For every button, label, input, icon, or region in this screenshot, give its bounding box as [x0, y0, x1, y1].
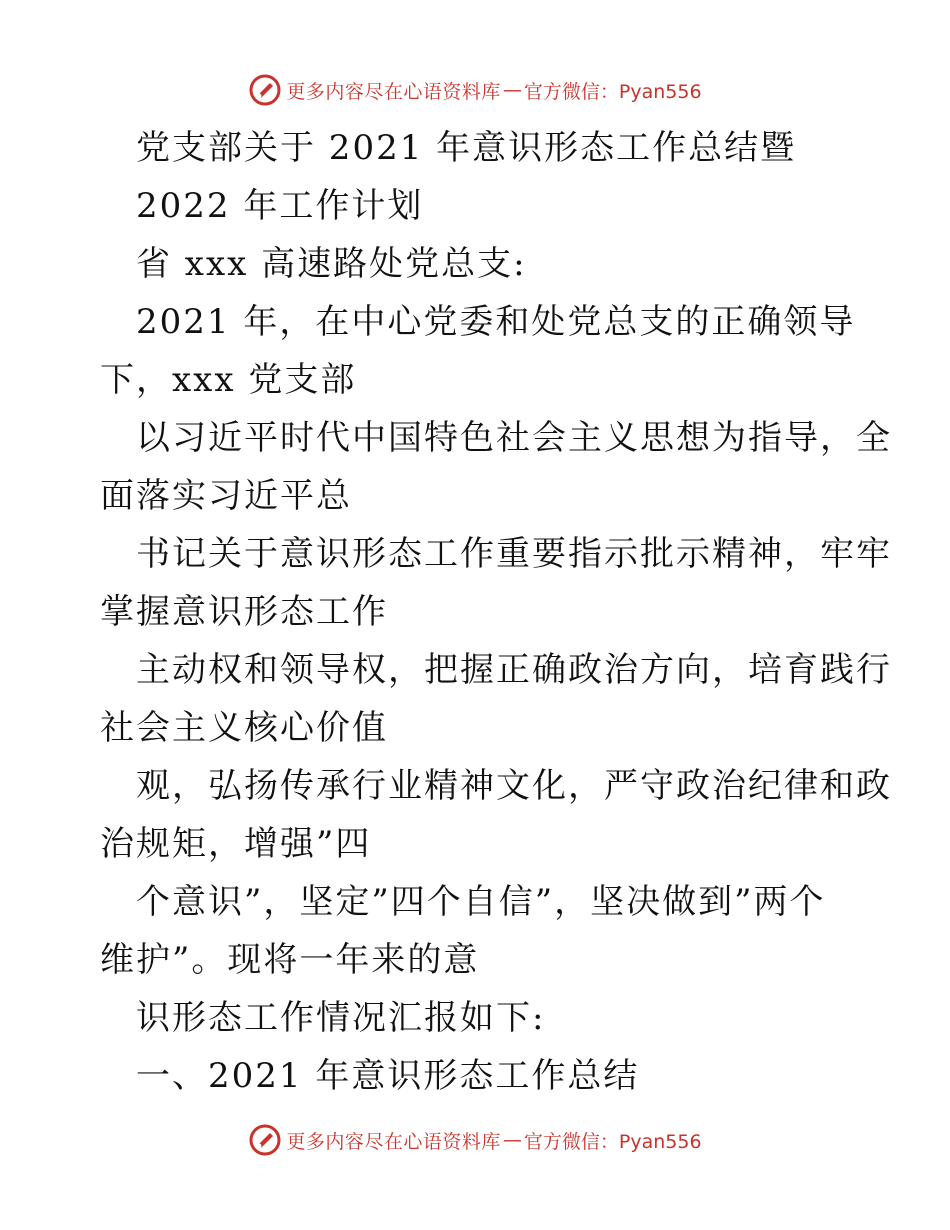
watermark-dash: —: [502, 79, 522, 101]
paragraph-line: 下，xxx 党支部: [100, 360, 357, 400]
paragraph-line: 面落实习近平总: [100, 476, 352, 516]
paragraph-line: 社会主义核心价值: [100, 708, 388, 748]
paragraph-line: 掌握意识形态工作: [100, 592, 388, 632]
paragraph-line: 治规矩，增强”四: [100, 824, 372, 864]
document-title-line-2: 2022 年工作计划: [136, 186, 424, 226]
paragraph-line: 个意识”，坚定”四个自信”，坚决做到”两个: [136, 882, 826, 922]
section-heading: 一、2021 年意识形态工作总结: [136, 1056, 640, 1096]
watermark-sub-text: 官方微信：Pyan556: [523, 1130, 702, 1153]
logo-icon: [248, 1123, 282, 1157]
paragraph-line: 以习近平时代中国特色社会主义思想为指导，全: [136, 418, 892, 458]
watermark-header: [0, 70, 950, 110]
paragraph-line: 书记关于意识形态工作重要指示批示精神，牢牢: [136, 534, 892, 574]
paragraph-line: 维护”。现将一年来的意: [100, 940, 480, 980]
paragraph-line: 观，弘扬传承行业精神文化，严守政治纪律和政: [136, 766, 892, 806]
document-title-line-1: 党支部关于 2021 年意识形态工作总结暨: [136, 128, 797, 168]
watermark-main-text: 更多内容尽在心语资料库: [286, 80, 501, 103]
logo-icon: [248, 73, 282, 107]
paragraph-line: 主动权和领导权，把握正确政治方向，培育践行: [136, 650, 892, 690]
watermark-main-text: 更多内容尽在心语资料库: [286, 1130, 501, 1153]
paragraph-line: 2021 年，在中心党委和处党总支的正确领导: [136, 302, 856, 342]
document-addressee: 省 xxx 高速路处党总支:: [136, 244, 527, 284]
watermark-footer: [0, 1120, 950, 1160]
watermark-dash: —: [502, 1129, 522, 1151]
watermark-sub-text: 官方微信：Pyan556: [523, 80, 702, 103]
paragraph-line: 识形态工作情况汇报如下:: [136, 998, 546, 1038]
